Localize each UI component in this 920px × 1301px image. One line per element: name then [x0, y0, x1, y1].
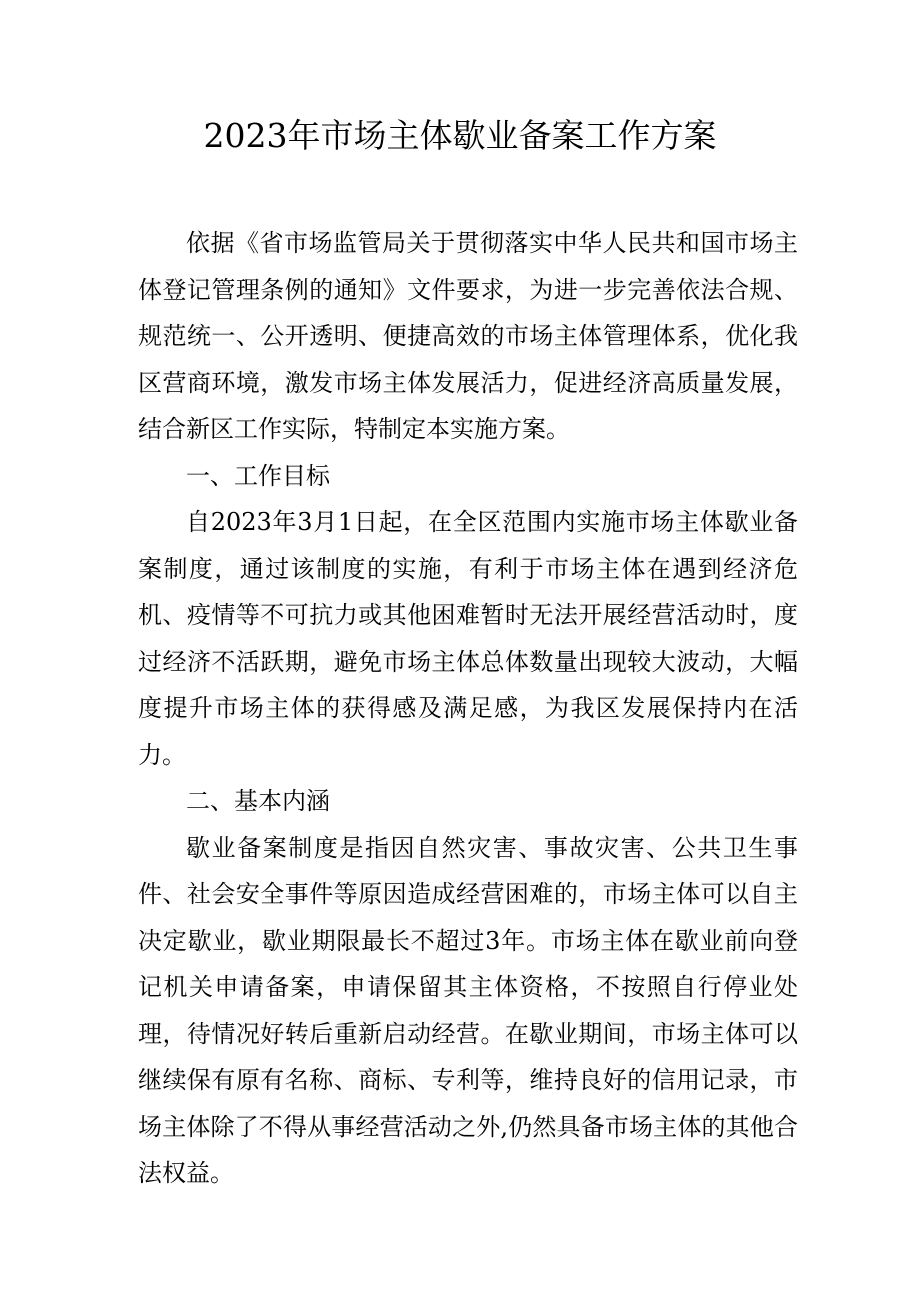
section-heading-connotation: 二、基本内涵 — [186, 787, 330, 815]
section-paragraph-connotation: 歇业备案制度是指因自然灾害、事故灾害、公共卫生事件、社会安全事件等原因造成经营困难的，市场主体可以自主决定歇业，歇业期限最长不超过3年。市场主体在歇业前向登记机关申请备案，申请保留其主体资格，不按照自行停业处理，待情况好转后重新启动经营。在歇业期间，市场主体可以继续保有原有名称、商标、专利等，维持良好的信用记录，市场主体除了不得从事经营活动之外,仍然具备市场主体的其他合法权益。 — [138, 833, 798, 1187]
document-body — [138, 220, 798, 1197]
intro-paragraph: 依据《省市场监管局关于贯彻落实中华人民共和国市场主体登记管理条例的通知》文件要求，为进一步完善依法合规、规范统一、公开透明、便捷高效的市场主体管理体系，优化我区营商环境，激发市场主体发展活力，促进经济高质量发展，结合新区工作实际，特制定本实施方案。 — [138, 229, 798, 443]
section-heading-goals: 一、工作目标 — [186, 461, 330, 490]
document-title: 2023年市场主体歇业备案工作方案 — [203, 116, 717, 155]
section-paragraph-goals: 自2023年3月1日起，在全区范围内实施市场主体歇业备案制度，通过该制度的实施，有利于市场主体在遇到经济危机、疫情等不可抗力或其他困难暂时无法开展经营活动时，度过经济不活跃期，避免市场主体总体数量出现较大波动，大幅度提升市场主体的获得感及满足感，为我区发展保持内在活力。 — [138, 508, 798, 769]
